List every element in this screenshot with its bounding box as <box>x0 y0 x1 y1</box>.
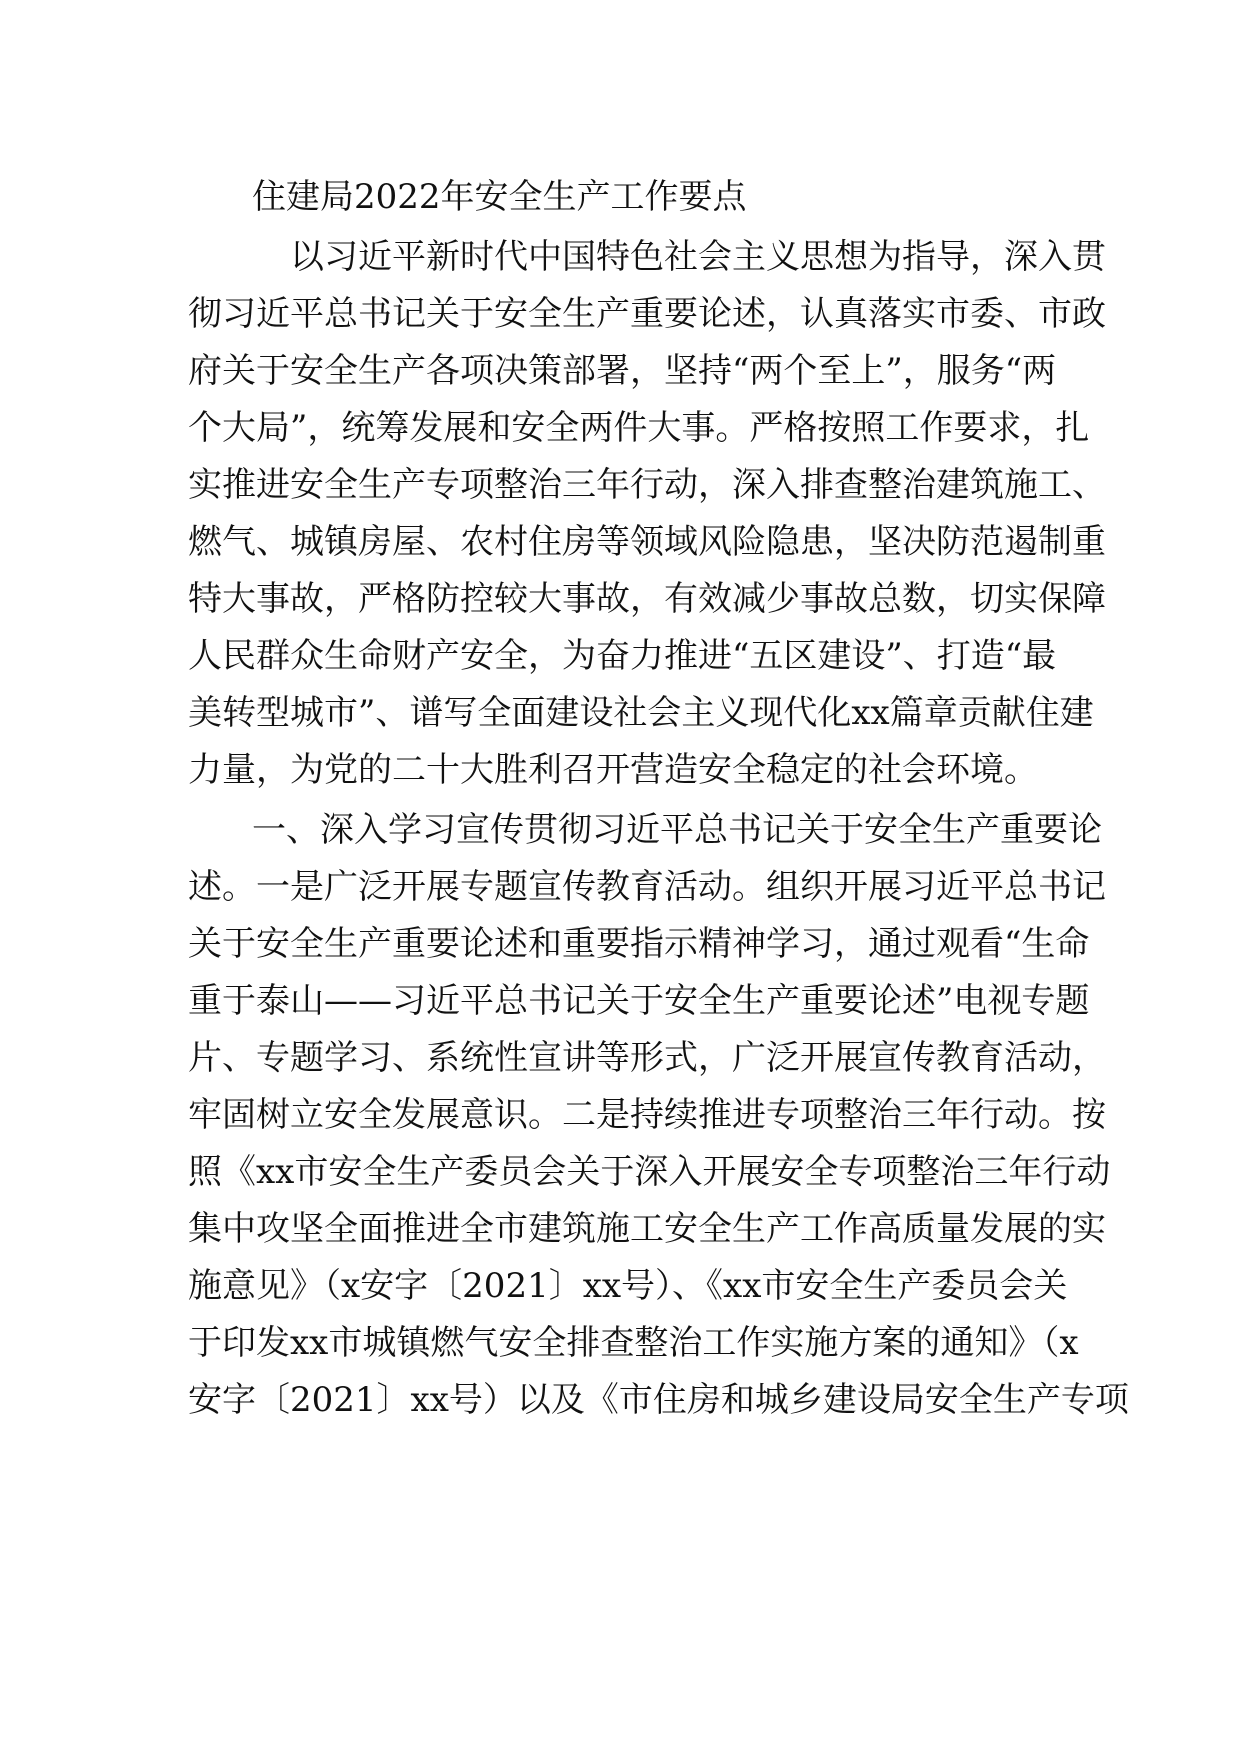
section1-line-11: 安字〔2021〕xx号）以及《市住房和城乡建设局安全生产专项 <box>188 1380 1129 1420</box>
section1-line-4: 重于泰山——习近平总书记关于安全生产重要论述”电视专题 <box>188 981 1090 1021</box>
section1-line-5: 片、专题学习、系统性宣讲等形式，广泛开展宣传教育活动， <box>188 1038 1106 1078</box>
section1-line-9: 施意见》（x安字〔2021〕xx号）、《xx市安全生产委员会关 <box>188 1266 1068 1306</box>
intro-line-6: 燃气、城镇房屋、农村住房等领域风险隐患，坚决防范遏制重 <box>188 522 1106 562</box>
section1-line-7: 照《xx市安全生产委员会关于深入开展安全专项整治三年行动 <box>188 1152 1111 1192</box>
section1-line-2: 述。一是广泛开展专题宣传教育活动。组织开展习近平总书记 <box>188 867 1106 907</box>
intro-line-9: 美转型城市”、谱写全面建设社会主义现代化xx篇章贡献住建 <box>188 693 1094 733</box>
intro-line-4: 个大局”，统筹发展和安全两件大事。严格按照工作要求，扎 <box>188 408 1090 448</box>
section1-line-10: 于印发xx市城镇燃气安全排查整治工作实施方案的通知》（x <box>188 1323 1079 1363</box>
intro-line-10: 力量，为党的二十大胜利召开营造安全稳定的社会环境。 <box>188 750 1038 790</box>
intro-line-2: 彻习近平总书记关于安全生产重要论述，认真落实市委、市政 <box>188 294 1106 334</box>
intro-line-8: 人民群众生命财产安全，为奋力推进“五区建设”、打造“最 <box>188 636 1057 676</box>
intro-line-5: 实推进安全生产专项整治三年行动，深入排查整治建筑施工、 <box>188 465 1106 505</box>
document-title: 住建局2022年安全生产工作要点 <box>252 177 747 217</box>
section1-line-6: 牢固树立安全发展意识。二是持续推进专项整治三年行动。按 <box>188 1095 1106 1135</box>
intro-line-1: 以习近平新时代中国特色社会主义思想为指导，深入贯 <box>290 237 1106 277</box>
intro-line-3: 府关于安全生产各项决策部署，坚持“两个至上”，服务“两 <box>188 351 1057 391</box>
section1-line-3: 关于安全生产重要论述和重要指示精神学习，通过观看“生命 <box>188 924 1090 964</box>
section1-line-1: 一、深入学习宣传贯彻习近平总书记关于安全生产重要论 <box>252 810 1102 850</box>
intro-line-7: 特大事故，严格防控较大事故，有效减少事故总数，切实保障 <box>188 579 1106 619</box>
section1-line-8: 集中攻坚全面推进全市建筑施工安全生产工作高质量发展的实 <box>188 1209 1106 1249</box>
